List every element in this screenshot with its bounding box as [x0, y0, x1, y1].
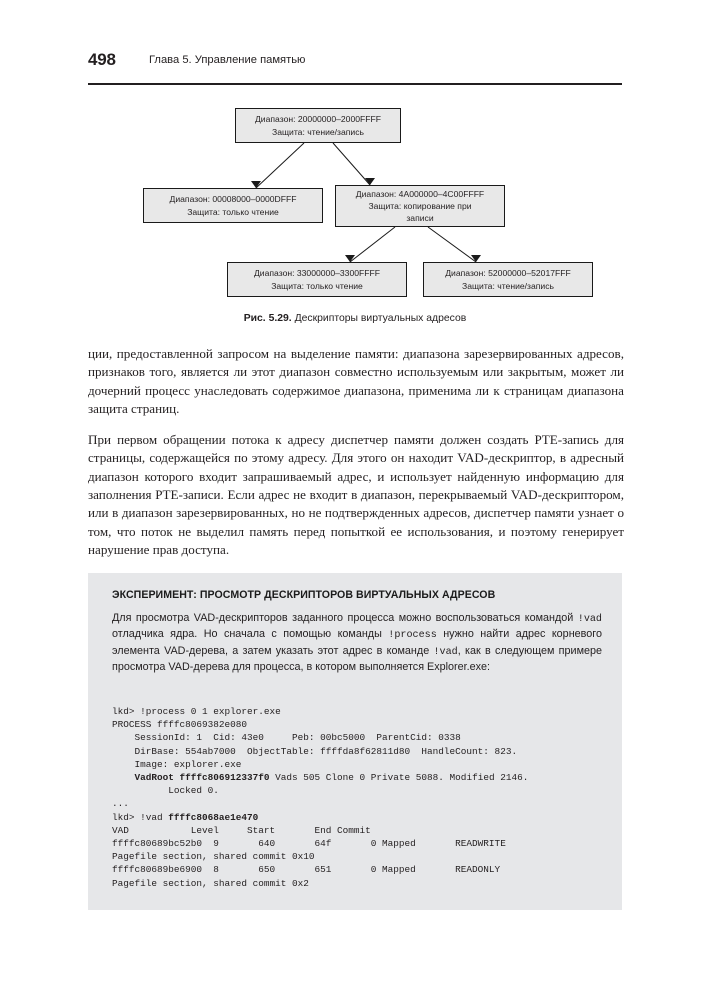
vad-box-right-protection-cont: записи — [406, 213, 434, 224]
code-line-13: ffffc80689be6900 8 650 651 0 Mapped READONLY — [112, 864, 501, 876]
vad-box-bottom-left — [227, 262, 407, 297]
code-line-08: ... — [112, 798, 129, 810]
code-line-11: ffffc80689bc52b0 9 640 64f 0 Mapped READWRITE — [112, 838, 506, 850]
code-line-09-prefix: lkd> !vad — [112, 811, 169, 823]
code-line-14: Pagefile section, shared commit 0x2 — [112, 877, 309, 889]
experiment-intro-part4: , как в следующем примере просмотра VAD-дерева для процесса, в котором выполняется Explorer.exe: — [112, 644, 602, 674]
vad-box-right-range: Диапазон: 4A000000–4C00FFFF — [355, 188, 485, 199]
vad-box-left-child — [143, 188, 323, 223]
vad-box-right-protection: Защита: копирование при — [368, 200, 472, 211]
code-line-10-headers: VAD Level Start End Commit — [112, 824, 371, 836]
figure-caption-label: Рис. 5.29. — [243, 313, 292, 324]
code-line-05: Image: explorer.exe — [112, 758, 242, 770]
vad-box-bottom-left-protection: Защита: только чтение — [271, 280, 363, 291]
command-process: !process — [388, 630, 437, 642]
figure-caption-text: Дескрипторы виртуальных адресов — [291, 313, 467, 324]
code-line-12: Pagefile section, shared commit 0x10 — [112, 851, 315, 863]
vad-box-root-range: Диапазон: 20000000–2000FFFF — [254, 114, 381, 125]
code-line-06-vadroot: VadRoot ffffc806912337f0 — [112, 772, 270, 784]
code-line-01: lkd> !process 0 1 explorer.exe — [112, 706, 281, 717]
code-line-06-rest: Vads 505 Clone 0 Private 5088. Modified 2146. — [269, 772, 529, 784]
experiment-intro-part1: Для просмотра VAD-дескрипторов заданного процесса можно воспользоваться командой — [112, 612, 578, 624]
body-text — [88, 345, 624, 571]
code-line-09-address: ffffc8068ae1e470 — [168, 811, 259, 823]
vad-box-root-protection: Защита: чтение/запись — [272, 126, 364, 137]
header-rule — [88, 83, 622, 85]
vad-box-root — [235, 108, 401, 143]
vad-box-bottom-right-range: Диапазон: 52000000–52017FFF — [445, 268, 571, 279]
code-line-04: DirBase: 554ab7000 ObjectTable: ffffda8f62811d80 HandleCount: 823. — [112, 745, 518, 757]
experiment-intro-part2: отладчика ядра. Но сначала с помощью команды — [112, 628, 389, 641]
code-line-03: SessionId: 1 Cid: 43e0 Peb: 00bc5000 ParentCid: 0338 — [112, 732, 461, 744]
page-header — [88, 50, 622, 78]
figure-vad-tree — [88, 100, 622, 310]
command-vad-1: !vad — [577, 614, 602, 625]
code-line-07: Locked 0. — [112, 785, 219, 797]
vad-box-bottom-right — [423, 262, 593, 297]
chapter-title: Глава 5. Управление памятью — [149, 54, 306, 66]
code-line-02: PROCESS ffffc8069382e080 — [112, 719, 248, 731]
experiment-intro — [112, 611, 602, 676]
vad-box-left-range: Диапазон: 00008000–0000DFFF — [169, 194, 297, 205]
page-number: 498 — [88, 50, 116, 69]
vad-box-left-protection: Защита: только чтение — [187, 206, 279, 217]
vad-box-right-child — [335, 185, 505, 227]
experiment-intro-part3: нужно найти адрес корневого элемента VAD-дерева, а затем указать этот адрес в команде — [112, 628, 602, 657]
figure-caption — [88, 313, 622, 324]
vad-box-bottom-left-range: Диапазон: 33000000–3300FFFF — [253, 268, 380, 279]
experiment-title: ЭКСПЕРИМЕНТ: ПРОСМОТР ДЕСКРИПТОРОВ ВИРТУАЛЬНЫХ АДРЕСОВ — [112, 589, 496, 601]
vad-box-bottom-right-protection: Защита: чтение/запись — [462, 280, 554, 291]
body-paragraph-1: ции, предоставленной запросом на выделение памяти: диапазона зарезервированных адресов, признаков того, является ли этот диапазон совместно используемым или закрытым, может ли дочерний процесс унаследовать содержимое диапазона, применима ли к страницам диапазона защита страниц. — [88, 346, 624, 416]
body-paragraph-2: При первом обращении потока к адресу диспетчер памяти должен создать PTE-запись для страницы, содержащейся по этому адресу. Для этого он находит VAD-дескриптор, в адресный диапазон которого входит запрашиваемый адрес, и использует найденную информацию для заполнения PTE-записи. Если адрес не входит в диапазон, перекрываемый VAD-дескриптором, или в диапазон зарезервированных, но не подтвержденных адресов, диспетчер памяти узнает о том, что поток не выделил память перед попыткой ее использования, и поэтому генерирует нарушение прав доступа. — [88, 432, 624, 557]
command-vad-2: !vad — [433, 646, 458, 658]
experiment-code-block — [112, 705, 612, 890]
experiment-panel — [88, 573, 622, 910]
